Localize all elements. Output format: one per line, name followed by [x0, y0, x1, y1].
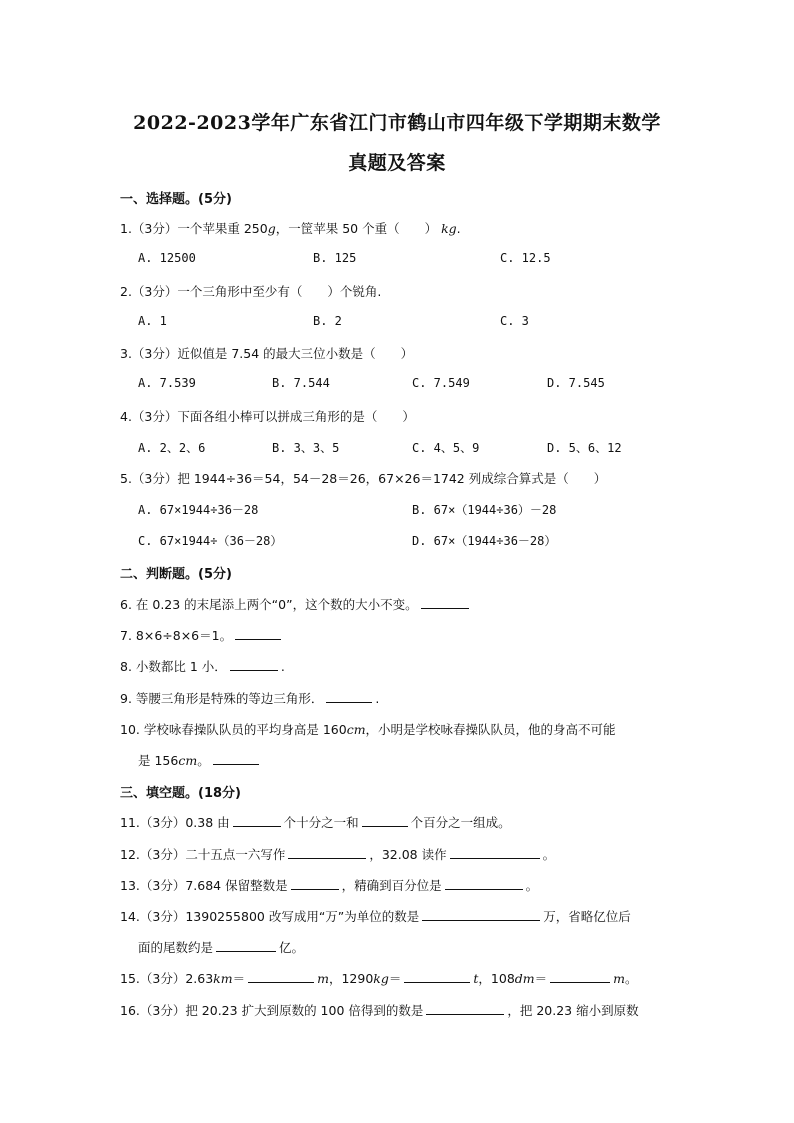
answer-blank[interactable]	[288, 846, 366, 859]
answer-blank[interactable]	[216, 939, 276, 952]
q4-option-b: B. 3、3、5	[272, 441, 340, 455]
q4-option-d: D. 5、6、12	[547, 441, 622, 455]
question-10-line1: 10. 学校咏春操队队员的平均身高是 160cm，小明是学校咏春操队队员，他的身高不可能	[120, 722, 616, 737]
question-15: 15.（3分）2.63km＝ m，1290kg＝ t，108dm＝ m。	[120, 971, 638, 986]
question-1: 1.（3分）一个苹果重 250g，一筐苹果 50 个重（ ） kg.	[120, 221, 461, 236]
question-14-line2: 面的尾数约是 亿。	[138, 940, 305, 955]
answer-blank[interactable]	[213, 752, 259, 765]
q3-option-b: B. 7.544	[272, 376, 330, 390]
q2-option-b: B. 2	[313, 314, 342, 328]
answer-blank[interactable]	[362, 814, 408, 827]
question-16: 16.（3分）把 20.23 扩大到原数的 100 倍得到的数是 ，把 20.23 缩小到原数	[120, 1003, 639, 1018]
q5-option-c: C. 67×1944÷（36－28）	[138, 534, 283, 548]
answer-blank[interactable]	[235, 627, 281, 640]
section-fill-heading: 三、填空题。(18分)	[120, 786, 241, 801]
q3-option-a: A. 7.539	[138, 376, 196, 390]
q2-option-c: C. 3	[500, 314, 529, 328]
unit-kg: kg	[441, 221, 457, 236]
question-5: 5.（3分）把 1944÷36＝54，54－28＝26，67×26＝1742 列成综合算式是（ ）	[120, 471, 607, 486]
q5-option-a: A. 67×1944÷36－28	[138, 503, 259, 517]
question-7: 7. 8×6÷8×6＝1。	[120, 626, 284, 644]
answer-blank[interactable]	[233, 814, 281, 827]
question-12: 12.（3分）二十五点一六写作 ，32.08 读作 。	[120, 847, 556, 862]
q5-option-b: B. 67×（1944÷36）－28	[412, 503, 557, 517]
page-title-line1: 2022-2023学年广东省江门市鹤山市四年级下学期期末数学	[133, 112, 661, 134]
question-2: 2.（3分）一个三角形中至少有（ ）个锐角.	[120, 284, 382, 299]
question-3: 3.（3分）近似值是 7.54 的最大三位小数是（ ）	[120, 346, 414, 361]
q3-option-c: C. 7.549	[412, 376, 470, 390]
answer-blank[interactable]	[450, 846, 540, 859]
q4-option-c: C. 4、5、9	[412, 441, 480, 455]
answer-blank[interactable]	[404, 970, 470, 983]
answer-blank[interactable]	[550, 970, 610, 983]
q2-option-a: A. 1	[138, 314, 167, 328]
q1-option-a: A. 12500	[138, 251, 196, 265]
answer-blank[interactable]	[291, 877, 339, 890]
section-choice-heading: 一、选择题。(5分)	[120, 192, 232, 207]
answer-blank[interactable]	[426, 1002, 504, 1015]
question-9: 9. 等腰三角形是特殊的等边三角形． .	[120, 691, 380, 706]
unit-g: g	[267, 221, 276, 236]
q3-option-d: D. 7.545	[547, 376, 605, 390]
question-14-line1: 14.（3分）1390255800 改写成用“万”为单位的数是 万，省略亿位后	[120, 909, 631, 924]
page-title-line2: 真题及答案	[348, 152, 446, 174]
q1-option-c: C. 12.5	[500, 251, 551, 265]
question-8: 8. 小数都比 1 小． .	[120, 659, 285, 674]
section-judge-heading: 二、判断题。(5分)	[120, 567, 232, 582]
answer-blank[interactable]	[248, 970, 314, 983]
question-6: 6. 在 0.23 的末尾添上两个“0”，这个数的大小不变。	[120, 595, 472, 613]
q1-option-b: B. 125	[313, 251, 357, 265]
answer-blank[interactable]	[326, 690, 372, 703]
question-13: 13.（3分）7.684 保留整数是 ，精确到百分位是 。	[120, 878, 539, 893]
answer-blank[interactable]	[421, 596, 469, 609]
question-10-line2: 是 156cm。	[138, 751, 262, 769]
answer-blank[interactable]	[230, 658, 278, 671]
answer-blank[interactable]	[445, 877, 523, 890]
q4-option-a: A. 2、2、6	[138, 441, 206, 455]
answer-blank[interactable]	[422, 908, 540, 921]
question-11: 11.（3分）0.38 由 个十分之一和 个百分之一组成。	[120, 815, 511, 830]
question-4: 4.（3分）下面各组小棒可以拼成三角形的是（ ）	[120, 409, 415, 424]
q5-option-d: D. 67×（1944÷36－28）	[412, 534, 557, 548]
